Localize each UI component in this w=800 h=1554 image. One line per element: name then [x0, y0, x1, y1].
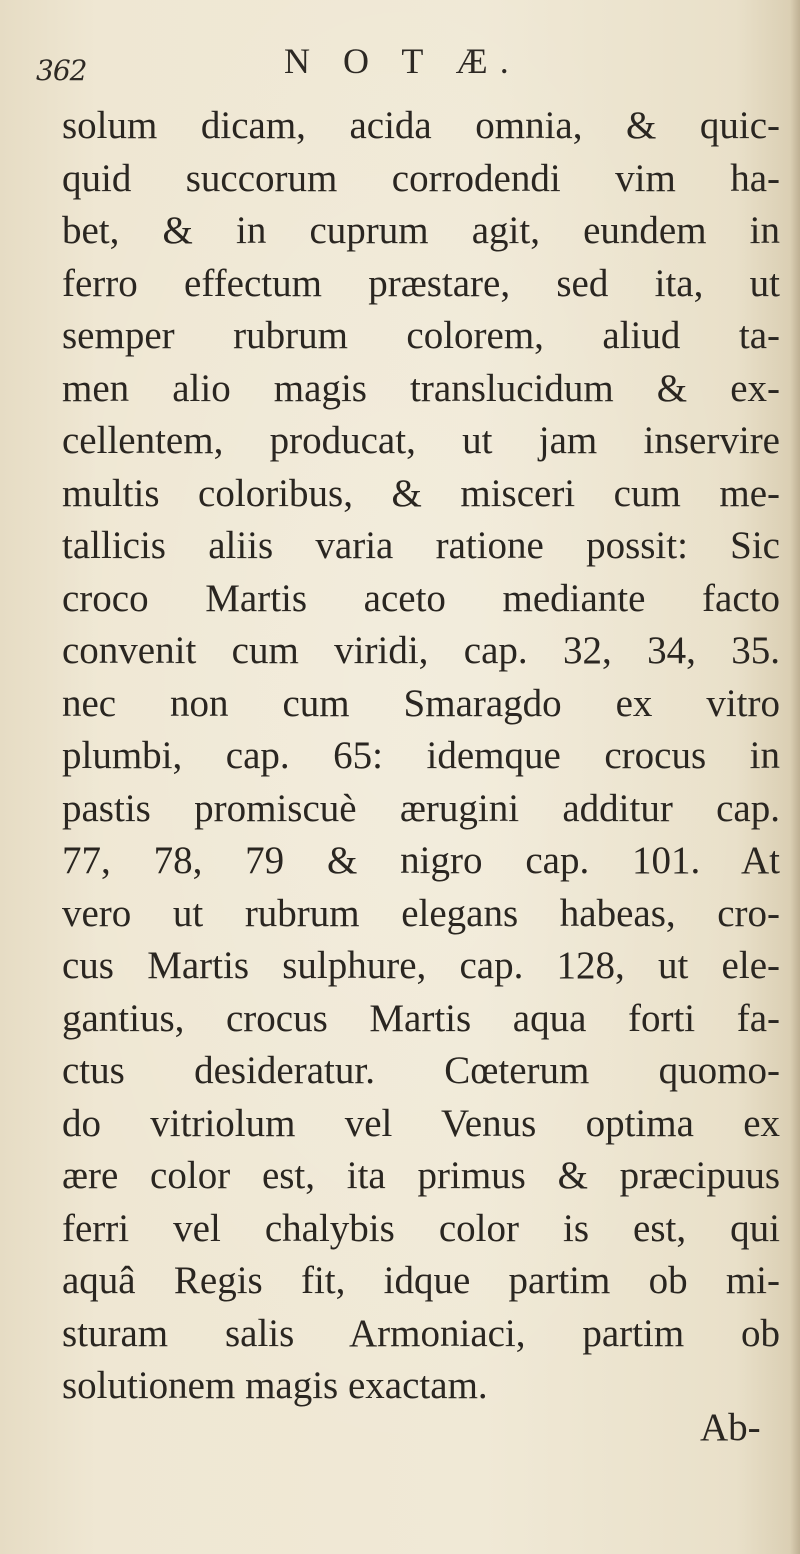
text-line: 77, 78, 79 & nigro cap. 101. At	[62, 839, 780, 882]
header-title: N O T Æ.	[284, 41, 521, 81]
text-line: plumbi, cap. 65: idemque crocus in	[62, 734, 780, 777]
text-line: do vitriolum vel Venus optima ex	[62, 1101, 780, 1145]
text-line: ctus desideratur. Cœterum quomo-	[62, 1049, 780, 1092]
text-line: semper rubrum colorem, aliud ta-	[62, 314, 780, 357]
text-line: men alio magis translucidum & ex-	[62, 366, 780, 410]
text-line: ferri vel chalybis color is est, qui	[62, 1206, 780, 1250]
text-line: ære color est, ita primus & præcipuus	[62, 1154, 780, 1197]
text-line: quid succorum corrodendi vim ha-	[62, 156, 780, 200]
text-line: bet, & in cuprum agit, eundem in	[62, 209, 780, 252]
running-head	[0, 40, 800, 88]
text-line: ferro effectum præstare, sed ita, ut	[62, 261, 780, 305]
text-line: vero ut rubrum elegans habeas, cro-	[62, 891, 780, 935]
text-line: tallicis aliis varia ratione possit: Sic	[62, 524, 780, 567]
text-line: sturam salis Armoniaci, partim ob	[62, 1311, 780, 1355]
text-line: nec non cum Smaragdo ex vitro	[62, 681, 780, 725]
text-line: gantius, crocus Martis aqua forti fa-	[62, 996, 780, 1040]
page-edge	[790, 0, 800, 1554]
text-line: solum dicam, acida omnia, & quic-	[62, 104, 780, 147]
text-line: croco Martis aceto mediante facto	[62, 576, 780, 620]
text-line: solutionem magis exactam.	[62, 1364, 488, 1407]
body-text	[62, 100, 780, 1413]
catchword: Ab-	[700, 1406, 761, 1449]
text-line: convenit cum viridi, cap. 32, 34, 35.	[62, 629, 780, 672]
text-line: multis coloribus, & misceri cum me-	[62, 471, 780, 515]
text-line: cus Martis sulphure, cap. 128, ut ele-	[62, 944, 780, 987]
text-line: cellentem, producat, ut jam inservire	[62, 419, 780, 462]
text-line: aquâ Regis fit, idque partim ob mi-	[62, 1259, 780, 1302]
text-line: pastis promiscuè ærugini additur cap.	[62, 786, 780, 830]
page-number: 362	[36, 54, 87, 87]
